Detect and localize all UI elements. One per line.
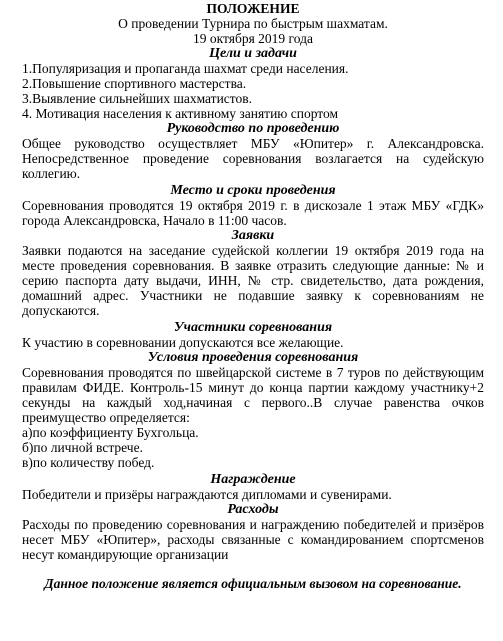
expenses-heading: Расходы — [227, 502, 279, 517]
management-text: Общее руководство осуществляет МБУ «Юпитер» г. Александровска. Непосредственное проведение соревнования возлагается на судейскую коллегию. — [22, 136, 484, 181]
awards-text: Победители и призёры награждаются дипломами и сувенирами. — [22, 487, 392, 502]
applications-heading: Заявки — [231, 228, 275, 243]
goals-item: 4. Мотивация населения к активному занятию спортом — [22, 106, 339, 121]
document-title: ПОЛОЖЕНИЕ — [206, 1, 300, 16]
document-page — [0, 1, 503, 641]
conditions-item: в)по количеству побед. — [22, 455, 155, 470]
conditions-item: б)по личной встрече. — [22, 440, 143, 455]
awards-heading: Награждение — [210, 472, 296, 487]
conditions-text: Соревнования проводятся по швейцарской системе в 7 туров по действующим правилам ФИДЕ. Контроль-15 минут до конца партии каждому участнику+2 секунды на каждый ход,начиная с первого..В случае равенства очков преимущество определяется: — [22, 365, 484, 425]
goals-item: 1.Популяризация и пропаганда шахмат среди населения. — [22, 61, 349, 76]
goals-item: 2.Повышение спортивного мастерства. — [22, 76, 247, 91]
expenses-text: Расходы по проведению соревнования и награждению победителей и призёров несет МБУ «Юпитер», расходы связанные с командированием спортсменов несут командирующие организации — [22, 517, 484, 562]
conditions-item: а)по коэффициенту Бухгольца. — [22, 425, 199, 440]
document-date: 19 октября 2019 года — [193, 31, 313, 46]
participants-text: К участию в соревновании допускаются все желающие. — [22, 335, 344, 350]
conditions-heading: Условия проведения соревнования — [147, 350, 359, 365]
venue-heading: Место и сроки проведения — [170, 183, 336, 198]
applications-text: Заявки подаются на заседание судейской коллегии 19 октября 2019 года на месте проведения соревнования. В заявке отразить следующие данные: № и серию паспорта дату выдачи, ИНН, № стр. свидетельство, дата рождения, домашний адрес. Участники не подавшие заявку к соревнованиям не допускаются. — [22, 243, 484, 318]
participants-heading: Участники соревнования — [173, 320, 333, 335]
goals-heading: Цели и задачи — [209, 46, 297, 61]
management-heading: Руководство по проведению — [166, 121, 340, 136]
venue-text: Соревнования проводятся 19 октября 2019 г. в дискозале 1 этаж МБУ «ГДК» города Александровска, Начало в 11:00 часов. — [22, 198, 484, 228]
document-subtitle: О проведении Турнира по быстрым шахматам. — [118, 16, 388, 31]
goals-item: 3.Выявление сильнейших шахматистов. — [22, 91, 253, 106]
official-call-note: Данное положение является официальным вызовом на соревнование. — [44, 576, 462, 591]
